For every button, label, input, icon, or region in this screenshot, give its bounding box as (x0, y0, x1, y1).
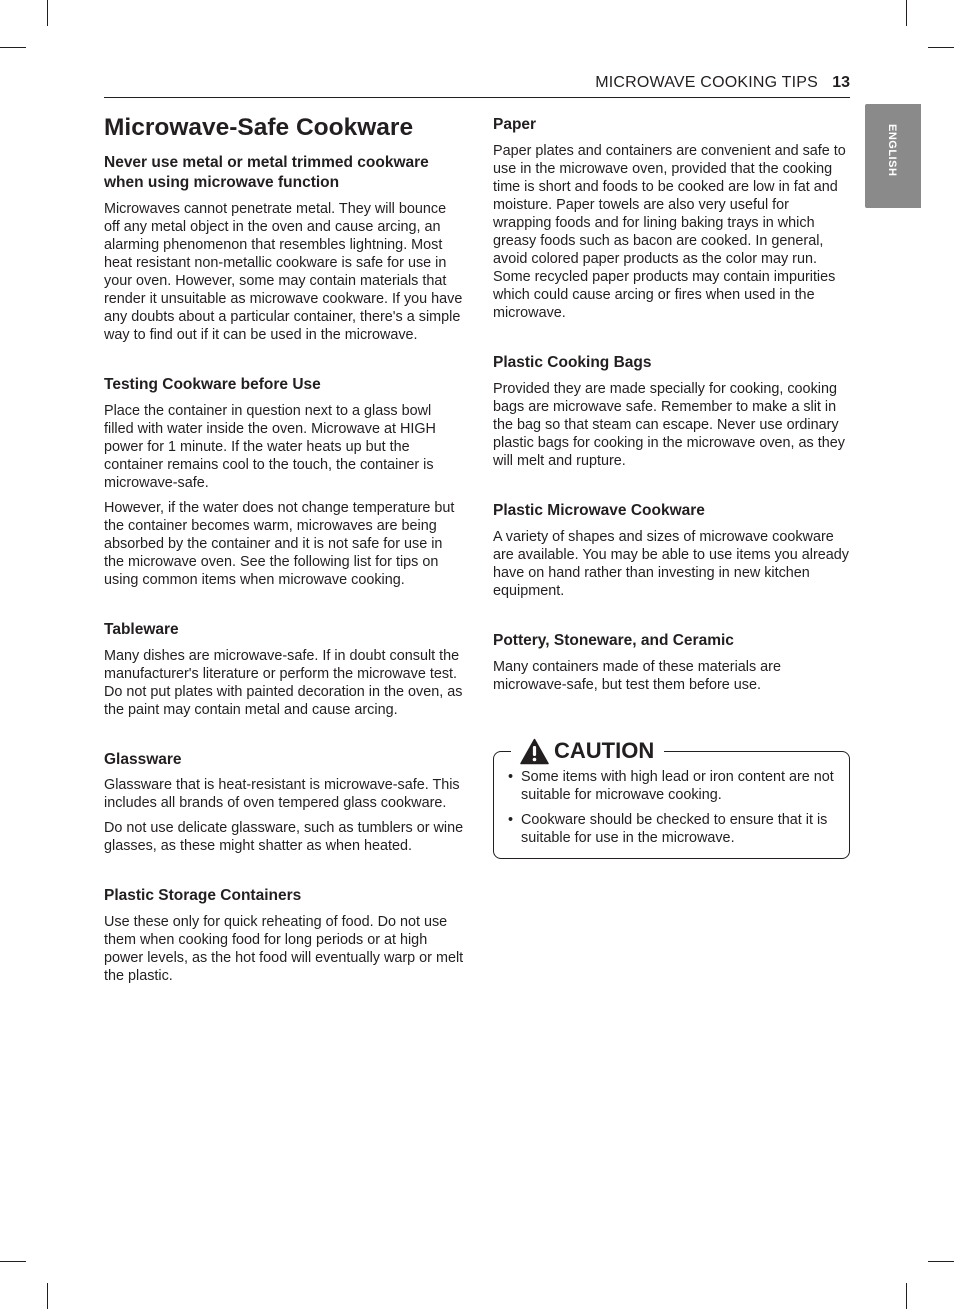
left-column (104, 113, 464, 985)
right-column (493, 113, 853, 694)
section-text: A variety of shapes and sizes of microwave cookware are available. You may be able to use items you already have on hand rather than investing in new kitchen equipment. (493, 529, 849, 599)
section-text: Place the container in question next to a glass bowl filled with water inside the oven. Microwave at HIGH power for 1 minute. If the water heats up but the container remains cool to the touch, the container is microwave-safe. (104, 403, 436, 491)
section-heading: Pottery, Stoneware, and Ceramic (493, 632, 734, 649)
section-heading: Testing Cookware before Use (104, 376, 321, 393)
caution-heading (511, 736, 664, 766)
section-text: Provided they are made specially for cooking, cooking bags are microwave safe. Remember to make a slit in the bag so that steam can escape. Never use ordinary plastic bags for cooking in the microwave oven, as they will melt and rupture. (493, 381, 845, 469)
caution-item: • Some items with high lead or iron content are not suitable for microwave cooking. (508, 768, 846, 804)
section-text: Many dishes are microwave-safe. If in doubt consult the manufacturer's literature or perform the microwave test. Do not put plates with painted decoration in the oven, as the paint may contain metal and cause arcing. (104, 648, 463, 718)
section-title: MICROWAVE COOKING TIPS (595, 74, 818, 91)
crop-mark (928, 1261, 954, 1262)
section-text: Many containers made of these materials are microwave-safe, but test them before use. (493, 659, 781, 693)
crop-mark (0, 47, 26, 48)
crop-mark (906, 1283, 907, 1309)
page-number: 13 (832, 74, 850, 91)
section-heading: Plastic Microwave Cookware (493, 502, 705, 519)
caution-item: • Cookware should be checked to ensure that it is suitable for use in the microwave. (508, 811, 846, 847)
caution-label: CAUTION (554, 738, 655, 763)
section-text: Paper plates and containers are convenient and safe to use in the microwave oven, provided that the cooking time is short and foods to be cooked are low in fat and moisture. Paper towels are also very useful for wrapping foods and for lining baking trays in which greasy foods such as bacon are cooked. In general, avoid colored paper products as the color may run. Some recycled paper products may contain impurities which could cause arcing or fires when used in the microwave. (493, 143, 846, 321)
section-heading: Plastic Cooking Bags (493, 354, 652, 371)
section-text: Use these only for quick reheating of food. Do not use them when cooking food for long periods or at high power levels, as the hot food will eventually warp or melt the plastic. (104, 914, 464, 984)
crop-mark (47, 0, 48, 26)
section-text: Microwaves cannot penetrate metal. They will bounce off any metal object in the oven and cause arcing, an alarming phenomenon that resembles lightning. Most heat resistant non-metallic cookware is safe for use in your oven. However, some may contain materials that render it unsuitable as microwave cookware. If you have any doubts about a particular container, there's a simple way to find out if it can be used in the microwave. (104, 201, 463, 343)
section-heading: Paper (493, 116, 537, 133)
crop-mark (906, 0, 907, 26)
page-title: Microwave-Safe Cookware (104, 114, 414, 141)
crop-mark (928, 47, 954, 48)
section-heading: Plastic Storage Containers (104, 887, 302, 904)
running-header (104, 72, 850, 98)
section-text: However, if the water does not change temperature but the container becomes warm, microwaves are being absorbed by the container and it is not safe for use in the microwave oven. See the following list for tips on using common items when microwave cooking. (104, 500, 455, 588)
section-heading: Never use metal or metal trimmed cookware when using microwave function (104, 154, 429, 191)
section-text: Glassware that is heat-resistant is microwave-safe. This includes all brands of oven tempered glass cookware. (104, 777, 460, 811)
language-tab-label: ENGLISH (886, 124, 898, 177)
caution-box (493, 738, 850, 859)
crop-mark (47, 1283, 48, 1309)
section-heading: Glassware (104, 751, 182, 768)
warning-triangle-icon (520, 738, 549, 765)
crop-mark (0, 1261, 26, 1262)
language-tab (865, 104, 921, 208)
section-heading: Tableware (104, 621, 179, 638)
section-text: Do not use delicate glassware, such as tumblers or wine glasses, as these might shatter as when heated. (104, 820, 464, 854)
